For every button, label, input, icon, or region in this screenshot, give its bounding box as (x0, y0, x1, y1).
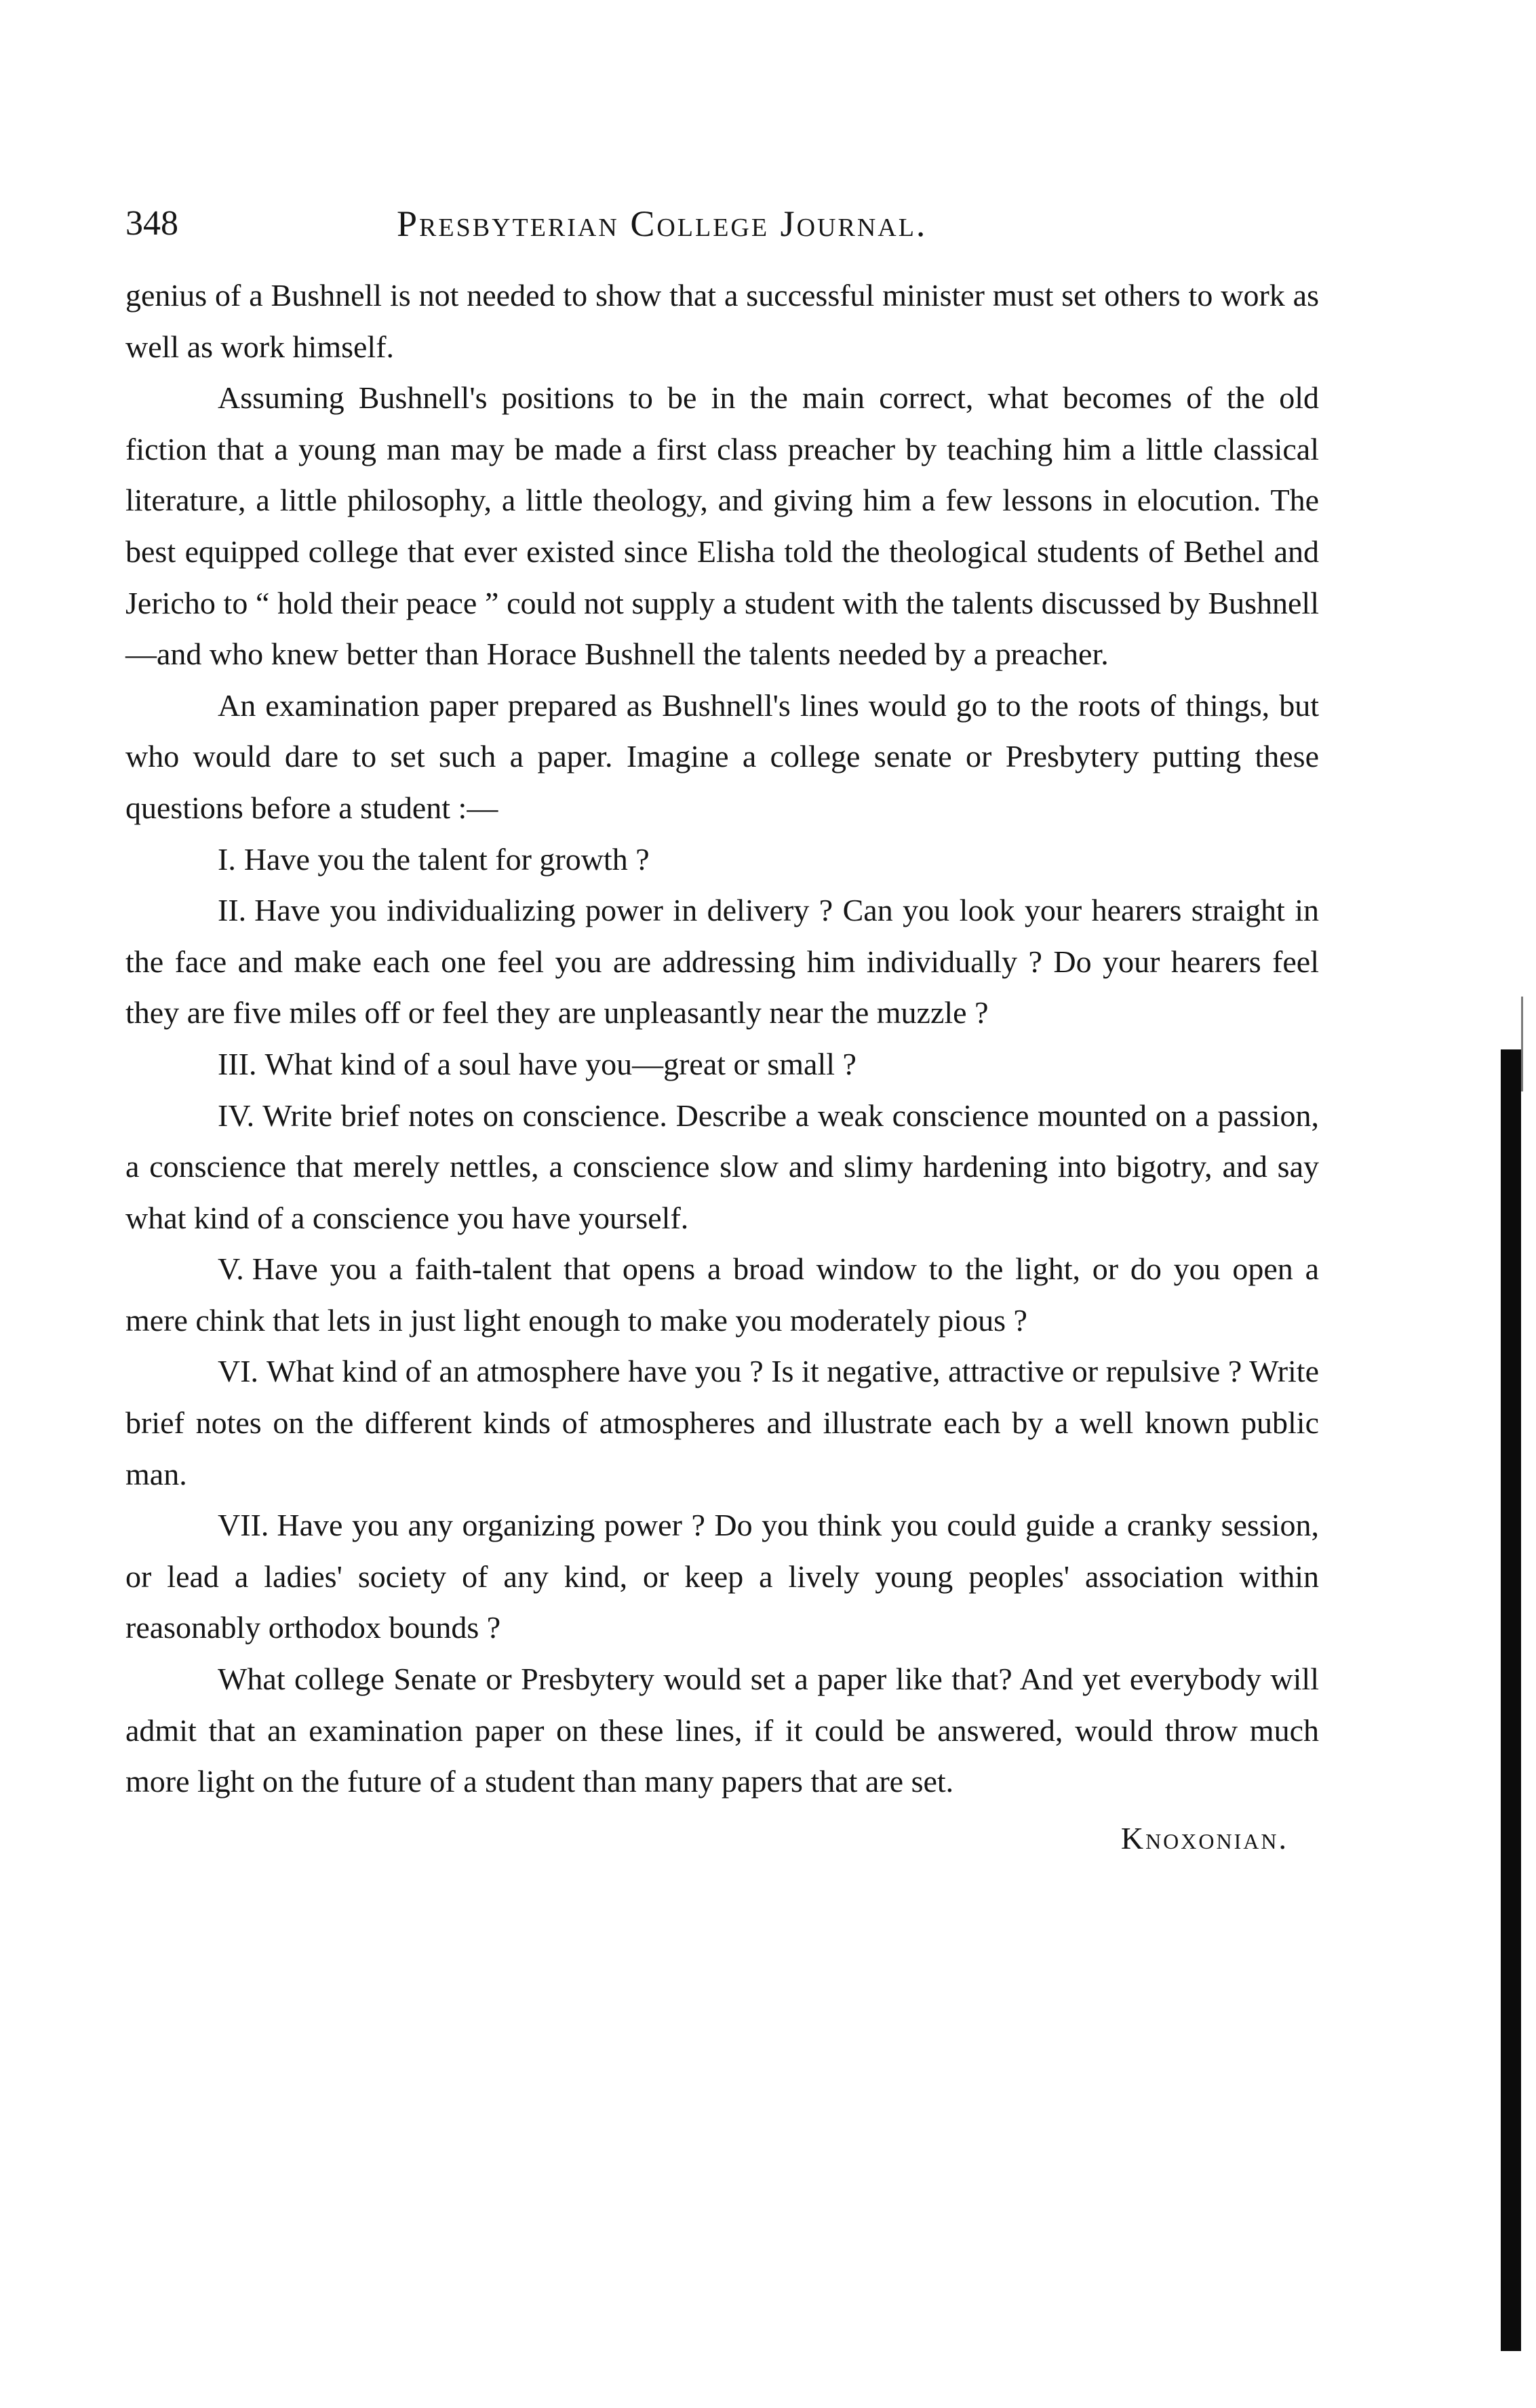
question-text: Have you the talent for growth ? (243, 841, 650, 877)
question-text: What kind of a soul have you—great or small ? (264, 1046, 856, 1081)
question-text: What kind of an atmosphere have you ? Is it negative, attractive or repulsive ? Write brief notes on the different kinds of atmospheres and illustrate each by a well known public man. (125, 1354, 1319, 1491)
page-number: 348 (125, 204, 178, 243)
journal-page (125, 197, 1319, 1864)
running-title: Presbyterian College Journal. (397, 203, 928, 244)
page-header (125, 197, 1319, 251)
article-body (125, 270, 1319, 1807)
question-text: Write brief notes on conscience. Describe a weak conscience mounted on a passion, a conscience that merely nettles, a conscience slow and slimy hardening into bigotry, and say what kind of a conscience you have yourself. (125, 1098, 1319, 1235)
question-text: Have you a faith-talent that opens a broad window to the light, or do you open a mere chink that lets in just light enough to make you moderately pious ? (125, 1251, 1319, 1338)
question-number: V. (218, 1251, 244, 1287)
author-signature: Knoxonian. (1120, 1820, 1288, 1855)
question-item (125, 834, 1319, 885)
scan-edge-line (1521, 997, 1523, 1091)
question-item (125, 1090, 1319, 1244)
scan-edge-bar (1501, 1049, 1521, 2351)
question-number: VI. (218, 1354, 259, 1389)
question-item (125, 885, 1319, 1039)
question-number: VII. (218, 1508, 269, 1543)
paragraph-continued: genius of a Bushnell is not needed to show that a successful minister must set others to work as well as work himself. (125, 278, 1319, 364)
paragraph-examination: An examination paper prepared as Bushnell's lines would go to the roots of things, but who would dare to set such a paper. Imagine a college senate or Presbytery putting these questions before a student :— (125, 687, 1319, 825)
question-item (125, 1039, 1319, 1090)
paragraph-closing: What college Senate or Presbytery would set a paper like that? And yet everybody will admit that an examination paper on these lines, if it could be answered, would throw much more light on the future of a student than many papers that are set. (125, 1662, 1319, 1799)
question-number: I. (218, 841, 236, 877)
question-number: II. (218, 893, 247, 928)
question-number: IV. (218, 1098, 255, 1133)
question-text: Have you any organizing power ? Do you think you could guide a cranky session, or lead a ladies' society of any kind, or keep a lively young peoples' association within reasonably orthodox bounds ? (125, 1508, 1319, 1645)
paragraph-assuming: Assuming Bushnell's positions to be in the main correct, what becomes of the old fiction that a young man may be made a first class preacher by teaching him a little classical literature, a little philosophy, a little theology, and giving him a few lessons in elocution. The best equipped college that ever existed since Elisha told the theological students of Bethel and Jericho to “ hold their peace ” could not supply a student with the talents discussed by Bushnell—and who knew better than Horace Bushnell the talents needed by a preacher. (125, 380, 1319, 672)
question-item (125, 1243, 1319, 1346)
question-number: III. (218, 1046, 257, 1081)
question-item (125, 1500, 1319, 1653)
question-item (125, 1346, 1319, 1500)
question-text: Have you individualizing power in delivery ? Can you look your hearers straight in the face and make each one feel you are addressing him individually ? Do your hearers feel they are five miles off or feel they are unpleasantly near the muzzle ? (125, 893, 1319, 1030)
